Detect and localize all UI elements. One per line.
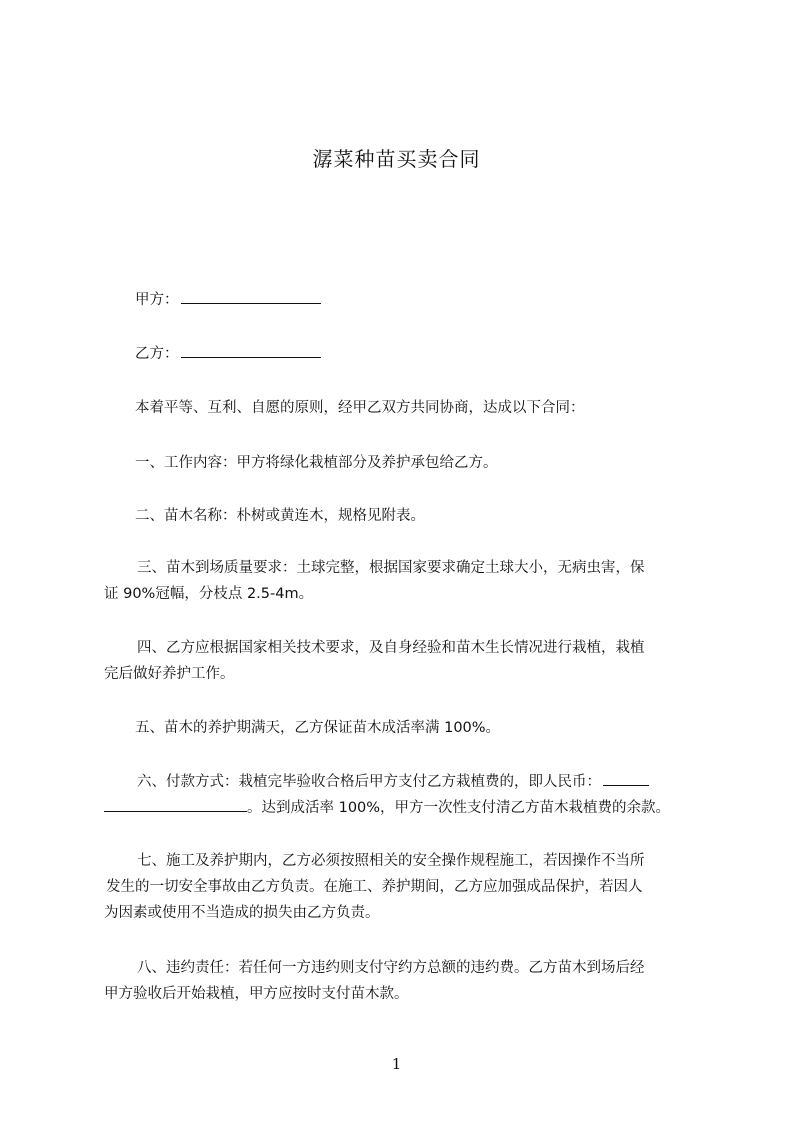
party-a-line bbox=[104, 287, 702, 313]
party-b-blank[interactable] bbox=[181, 343, 321, 358]
clause-6 bbox=[104, 769, 702, 821]
clause-7 bbox=[104, 848, 702, 926]
clause-1-text: 一、工作内容：甲方将绿化栽植部分及养护承包给乙方。 bbox=[135, 455, 498, 471]
clause-8 bbox=[104, 955, 702, 1007]
clause-6-line-2: 。达到成活率 100%，甲方一次性支付清乙方苗木栽植费的余款。 bbox=[247, 800, 671, 816]
clause-1 bbox=[104, 450, 702, 476]
clause-8-line-1: 八、违约责任：若任何一方违约则支付守约方总额的违约费。乙方苗木到场后经 bbox=[137, 960, 645, 976]
clause-7-line-1: 七、施工及养护期内，乙方必须按照相关的安全操作规程施工，若因操作不当所 bbox=[137, 853, 645, 869]
clause-5 bbox=[104, 715, 702, 741]
clause-6-line-1: 六、付款方式：栽植完毕验收合格后甲方支付乙方栽植费的，即人民币： bbox=[137, 774, 601, 790]
clause-2-text: 二、苗木名称：朴树或黄连木，规格见附表。 bbox=[135, 508, 425, 524]
payment-amount-blank-continued[interactable] bbox=[104, 797, 247, 812]
party-a-blank[interactable] bbox=[181, 289, 321, 304]
party-b-label: 乙方： bbox=[135, 346, 179, 362]
clause-2 bbox=[104, 503, 702, 529]
clause-7-line-3: 为因素或使用不当造成的损失由乙方负责。 bbox=[104, 905, 380, 921]
payment-amount-blank[interactable] bbox=[603, 771, 649, 786]
intro-text: 本着平等、互利、自愿的原则，经甲乙双方共同协商，达成以下合同： bbox=[135, 400, 585, 416]
party-a-label: 甲方： bbox=[135, 292, 179, 308]
intro-paragraph bbox=[104, 395, 702, 421]
clause-8-line-2: 甲方验收后开始栽植，甲方应按时支付苗木款。 bbox=[104, 986, 409, 1002]
clause-4-line-1: 四、乙方应根据国家相关技术要求，及自身经验和苗木生长情况进行栽植，栽植 bbox=[137, 640, 645, 656]
clause-7-line-2: 发生的一切安全事故由乙方负责。在施工、养护期间，乙方应加强成品保护，若因人 bbox=[106, 879, 643, 895]
clause-5-text: 五、苗木的养护期满天，乙方保证苗木成活率满 100%。 bbox=[135, 720, 501, 736]
clause-3-line-1: 三、苗木到场质量要求：土球完整，根据国家要求确定土球大小，无病虫害，保 bbox=[137, 560, 645, 576]
clause-3 bbox=[104, 555, 702, 607]
party-b-line bbox=[104, 341, 702, 367]
document-title: 潺菜种苗买卖合同 bbox=[312, 147, 481, 171]
clause-4-line-2: 完后做好养护工作。 bbox=[104, 666, 235, 682]
page-number: 1 bbox=[391, 1055, 402, 1073]
clause-3-line-2: 证 90%冠幅，分枝点 2.5-4m。 bbox=[104, 586, 314, 602]
clause-4 bbox=[104, 635, 702, 687]
